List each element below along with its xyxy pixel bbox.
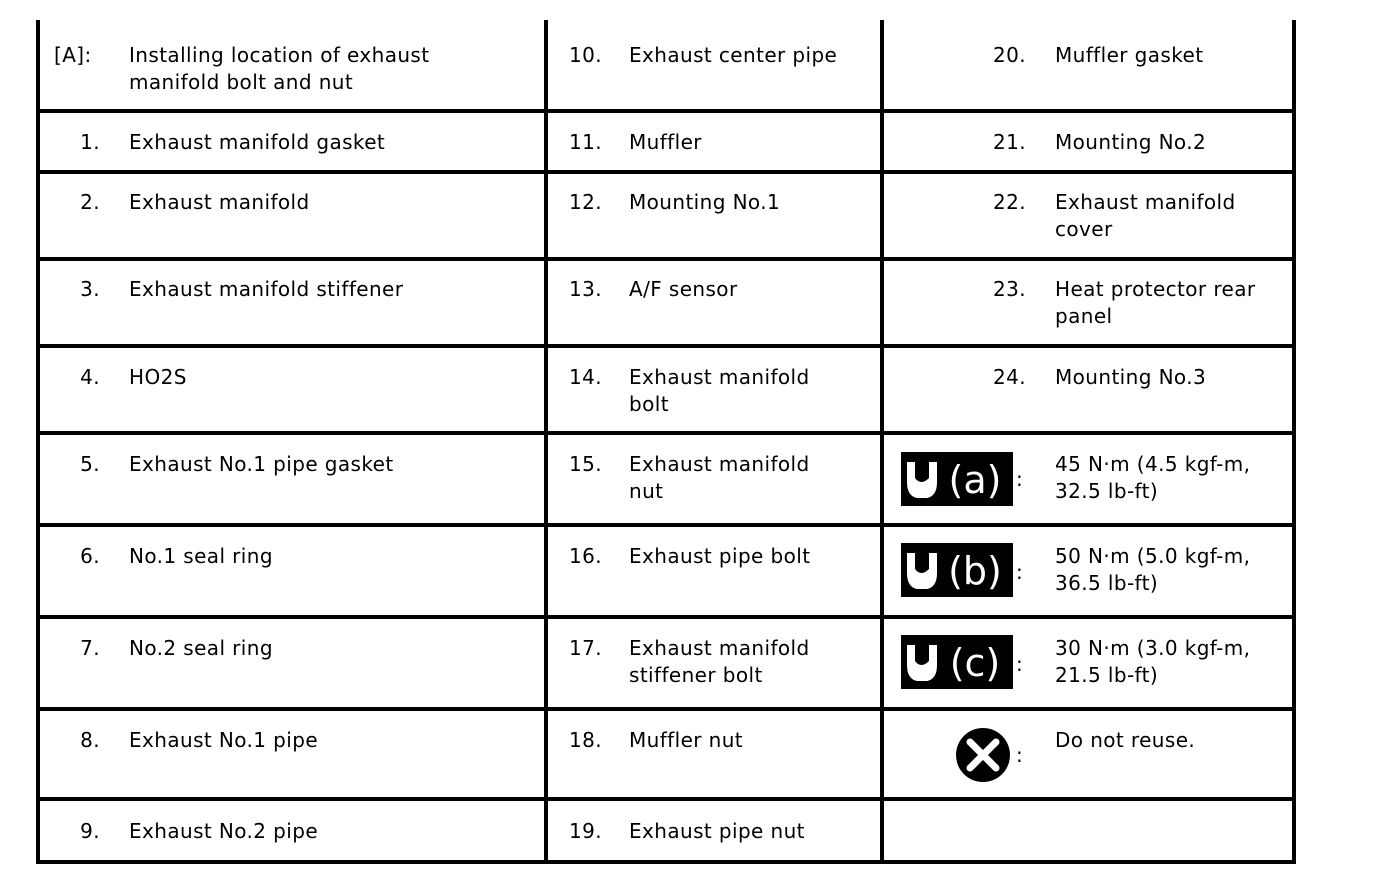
table-border-bottom xyxy=(36,860,1296,864)
row-divider xyxy=(36,170,1296,174)
row-divider xyxy=(36,797,1296,801)
item-number: 4. xyxy=(80,365,100,389)
torque-letter: (a) xyxy=(948,458,1002,502)
row-divider xyxy=(36,707,1296,711)
legend-header-text: Installing location of exhaust manifold bolt and nut xyxy=(129,43,430,94)
no-reuse-icon xyxy=(954,726,1012,784)
item-label: Muffler nut xyxy=(629,728,744,752)
item-number: 8. xyxy=(80,728,100,752)
item-label: Mounting No.1 xyxy=(629,190,781,214)
item-label: HO2S xyxy=(129,365,187,389)
item-label: Exhaust manifold nut xyxy=(629,452,810,503)
no-reuse-label: Do not reuse. xyxy=(1055,728,1196,752)
item-number: 22. xyxy=(992,190,1026,214)
item-label: Exhaust manifold gasket xyxy=(129,130,386,154)
torque-letter: (b) xyxy=(948,549,1002,593)
item-label: Exhaust pipe nut xyxy=(629,819,805,843)
item-number: 21. xyxy=(992,130,1026,154)
item-label: No.2 seal ring xyxy=(129,636,273,660)
item-number: 7. xyxy=(80,636,100,660)
item-number: 24. xyxy=(992,365,1026,389)
item-label: Mounting No.2 xyxy=(1055,130,1207,154)
item-number: 18. xyxy=(568,728,602,752)
item-label: A/F sensor xyxy=(629,277,738,301)
row-divider xyxy=(36,257,1296,261)
torque-value: 30 N·m (3.0 kgf-m, 21.5 lb-ft) xyxy=(1055,636,1251,687)
item-label: Muffler xyxy=(629,130,702,154)
item-label: Exhaust pipe bolt xyxy=(629,544,811,568)
item-label: Exhaust manifold cover xyxy=(1055,190,1236,241)
item-number: 12. xyxy=(568,190,602,214)
torque-wrench-icon xyxy=(901,452,1013,506)
torque-value: 50 N·m (5.0 kgf-m, 36.5 lb-ft) xyxy=(1055,544,1251,595)
icon-colon: : xyxy=(1016,467,1023,491)
item-number: 2. xyxy=(80,190,100,214)
item-label: Exhaust manifold xyxy=(129,190,310,214)
torque-letter: (c) xyxy=(949,641,1001,685)
item-number: 14. xyxy=(568,365,602,389)
item-number: 17. xyxy=(568,636,602,660)
item-number: 1. xyxy=(80,130,100,154)
item-label: Mounting No.3 xyxy=(1055,365,1207,389)
item-label: No.1 seal ring xyxy=(129,544,273,568)
item-number: 3. xyxy=(80,277,100,301)
row-divider xyxy=(36,615,1296,619)
item-number: 11. xyxy=(568,130,602,154)
table-border-right xyxy=(1292,20,1296,864)
parts-legend-table xyxy=(36,20,1296,864)
item-number: 9. xyxy=(80,819,100,843)
item-label: Exhaust No.1 pipe xyxy=(129,728,319,752)
item-label: Exhaust No.1 pipe gasket xyxy=(129,452,394,476)
item-label: Heat protector rear panel xyxy=(1055,277,1256,328)
row-divider xyxy=(36,523,1296,527)
item-number: 15. xyxy=(568,452,602,476)
row-divider xyxy=(36,109,1296,113)
icon-colon: : xyxy=(1016,652,1023,676)
item-label: Muffler gasket xyxy=(1055,43,1204,67)
item-number: 16. xyxy=(568,544,602,568)
item-number: 6. xyxy=(80,544,100,568)
torque-value: 45 N·m (4.5 kgf-m, 32.5 lb-ft) xyxy=(1055,452,1251,503)
table-border-left xyxy=(36,20,40,864)
item-label: Exhaust manifold stiffener xyxy=(129,277,404,301)
item-number: 23. xyxy=(992,277,1026,301)
torque-wrench-icon xyxy=(901,635,1013,689)
item-number: 13. xyxy=(568,277,602,301)
item-number: 5. xyxy=(80,452,100,476)
item-label: Exhaust center pipe xyxy=(629,43,838,67)
item-number: 10. xyxy=(568,43,602,67)
item-number: 20. xyxy=(992,43,1026,67)
row-divider xyxy=(36,431,1296,435)
legend-code: [A]: xyxy=(54,43,92,67)
item-label: Exhaust manifold bolt xyxy=(629,365,810,416)
item-number: 19. xyxy=(568,819,602,843)
icon-colon: : xyxy=(1016,743,1023,767)
torque-wrench-icon xyxy=(901,543,1013,597)
icon-colon: : xyxy=(1016,560,1023,584)
row-divider xyxy=(36,344,1296,348)
item-label: Exhaust No.2 pipe xyxy=(129,819,319,843)
column-divider-2 xyxy=(880,20,884,864)
item-label: Exhaust manifold stiffener bolt xyxy=(629,636,810,687)
